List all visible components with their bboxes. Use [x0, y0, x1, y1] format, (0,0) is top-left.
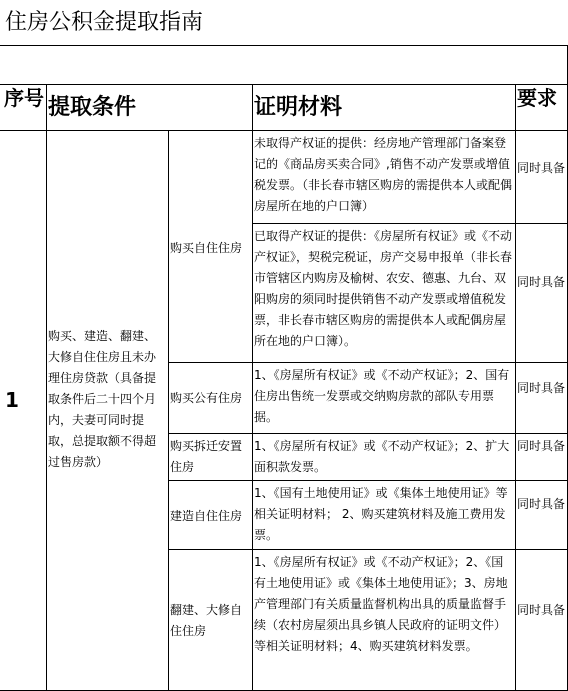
grid-line	[168, 433, 568, 434]
type-renovate: 翻建、大修自住住房	[170, 603, 243, 638]
req-build: 同时具备	[517, 497, 566, 511]
grid-line	[46, 84, 47, 691]
type-public: 购买公有住房	[170, 391, 243, 405]
grid-line	[0, 84, 568, 85]
material-build: 1、《国有土地使用证》或《集体土地使用证》等相关证明材料； 2、购买建筑材料及施工费用发票。	[254, 486, 508, 542]
type-relocation: 购买拆迁安置住房	[170, 439, 243, 474]
row-number: 1	[5, 388, 19, 412]
header-material: 证明材料	[252, 84, 515, 130]
grid-line	[168, 480, 568, 481]
grid-line	[168, 362, 568, 363]
material-purchase-with-cert: 已取得产权证的提供：《房屋所有权证》或《不动产权证》，契税完税证，房产交易申报单（非长春市管辖区内购房及榆树、农安、德惠、九台、双阳购房的须同时提供销售不动产发票或增值税发票，非长春市辖区购房的需提供本人或配偶房屋所在地的户口簿）。	[254, 229, 513, 348]
grid-line	[515, 84, 516, 691]
grid-line	[252, 84, 253, 691]
req-public: 同时具备	[517, 381, 566, 395]
req-renovate: 同时具备	[517, 603, 566, 617]
material-relocation: 1、《房屋所有权证》或《不动产权证》；2、扩大面积款发票。	[254, 439, 510, 474]
material-renovate: 1、《房屋所有权证》或《不动产权证》；2、《国有土地使用证》或《集体土地使用证》；3、房地产管理部门有关质量监督机构出具的质量监督手续（农村房屋须出具乡镇人民政府的证明文件）等相关证明材料；4、购买建筑材料发票。	[254, 555, 508, 653]
req-purchase-no-cert: 同时具备	[517, 161, 566, 175]
material-public: 1、《房屋所有权证》或《不动产权证》；2、国有住房出售统一发票或交纳购房款的部队专用票据。	[254, 368, 510, 424]
grid-line	[168, 549, 568, 550]
grid-line	[252, 223, 568, 224]
sheet-title: 住房公积金提取指南	[0, 0, 568, 46]
header-condition: 提取条件	[46, 84, 252, 130]
grid-line	[0, 130, 568, 131]
header-requirement: 要求	[517, 86, 557, 110]
grid-line	[168, 130, 169, 691]
material-purchase-no-cert: 未取得产权证的提供：经房地产管理部门备案登记的《商品房买卖合同》,销售不动产发票或增值税发票。（非长春市辖区购房的需提供本人或配偶房屋所在地的户口簿）	[254, 136, 513, 213]
type-purchase: 购买自住住房	[170, 241, 243, 255]
req-purchase-with-cert: 同时具备	[517, 275, 566, 289]
header-seq: 序号	[4, 86, 44, 110]
req-relocation: 同时具备	[517, 439, 566, 453]
type-build: 建造自住住房	[170, 509, 243, 523]
condition-cell: 购买、建造、翻建、大修自住住房且未办理住房贷款（具备提取条件后二十四个月内，夫妻可同时提取，总提取额不得超过售房款）	[48, 329, 157, 469]
